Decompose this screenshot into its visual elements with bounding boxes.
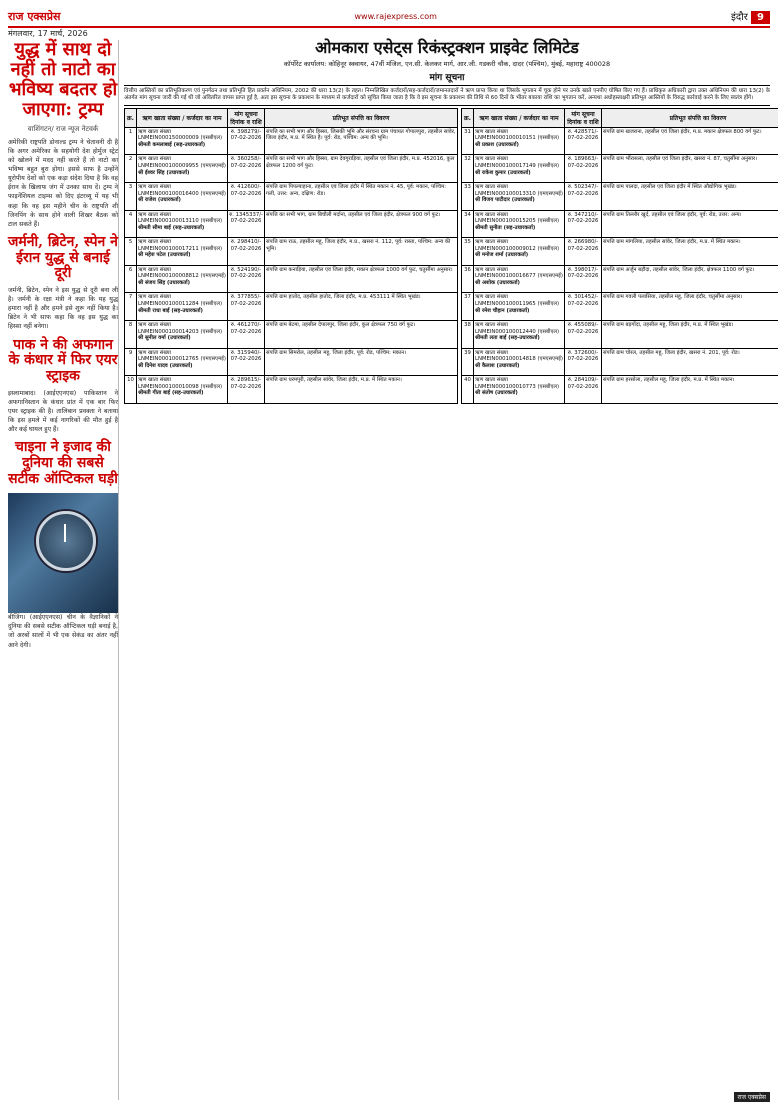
borrower-name: श्री विजय पाटीदार (उधारकर्ता) (475, 197, 535, 204)
row-number: 33 (462, 183, 474, 211)
table-row (462, 348, 778, 376)
borrower-name: श्रीमती सीमा बाई (सह-उधारकर्ता) (138, 224, 205, 231)
notice-table-right (461, 108, 778, 404)
table-row (125, 293, 458, 321)
borrower-name: श्री राजेश (उधारकर्ता) (138, 197, 181, 204)
loan-account: ऋण खाता संख्या LNMEIN000100011284 (एसबीएल) (138, 294, 223, 308)
demand-amount: रु. 360258/- 07-02-2026 (228, 155, 265, 183)
demand-amount: रु. 428571/- 07-02-2026 (565, 127, 602, 155)
table-row (125, 321, 458, 349)
property-description: संपत्ति ग्राम हातोद, तहसील हातोद, जिला इंदौर, म.प्र. 453111 में स्थित भूखंड। (265, 293, 458, 321)
borrower-name: श्री संतोष (उधारकर्ता) (475, 390, 518, 397)
borrower-name: श्री मनोज शर्मा (उधारकर्ता) (475, 252, 529, 259)
row-number: 10 (125, 376, 137, 404)
demand-amount: रु. 377855/- 07-02-2026 (228, 293, 265, 321)
table-row (125, 376, 458, 404)
row-number: 9 (125, 348, 137, 376)
row-number: 36 (462, 265, 474, 293)
borrower-cell (474, 183, 565, 211)
story-body: बीजिंग। (आईएएनएस) चीन के वैज्ञानिकों ने दुनिया की सबसे सटीक ऑप्टिकल घड़ी बनाई है, जो अरबों सालों में भी एक सेकंड का अंतर नहीं आने देगी। (8, 614, 118, 649)
row-number: 31 (462, 127, 474, 155)
borrower-cell (474, 348, 565, 376)
demand-amount: रु. 398279/- 07-02-2026 (228, 127, 265, 155)
demand-amount: रु. 347210/- 07-02-2026 (565, 210, 602, 238)
header-property: प्रतिभूत संपत्ति का विवरण (602, 108, 778, 127)
table-row (125, 183, 458, 211)
table-row (462, 127, 778, 155)
borrower-cell (137, 265, 228, 293)
demand-amount: रु. 266980/- 07-02-2026 (565, 238, 602, 266)
borrower-name: श्री कैलाश (उधारकर्ता) (475, 362, 520, 369)
borrower-name: श्री प्रकाश (उधारकर्ता) (475, 142, 519, 149)
borrower-cell (474, 293, 565, 321)
header-no: क्र. (125, 108, 137, 127)
section-name: इंदौर (730, 12, 748, 23)
footer-tag: राज एक्सप्रेस (734, 1092, 770, 1102)
demand-amount: रु. 502347/- 07-02-2026 (565, 183, 602, 211)
property-description: संपत्ति ग्राम पालदा, तहसील एवं जिला इंदौर में स्थित औद्योगिक भूखंड। (602, 183, 778, 211)
property-description: संपत्ति ग्राम खजराना, तहसील एवं जिला इंदौर, म.प्र. मकान क्षेत्रफल 800 वर्ग फुट। (602, 127, 778, 155)
borrower-cell (137, 127, 228, 155)
table-row (462, 376, 778, 404)
clock-icon (36, 511, 96, 571)
demand-amount: रु. 412600/- 07-02-2026 (228, 183, 265, 211)
borrower-cell (137, 183, 228, 211)
borrower-name: श्री सुनील वर्मा (उधारकर्ता) (138, 335, 191, 342)
property-description: संपत्ति का सभी भाग, ग्राम बिचौली मर्दाना, तहसील एवं जिला इंदौर, क्षेत्रफल 900 वर्ग फुट। (265, 210, 458, 238)
borrower-name: श्री रमेश चौहान (उधारकर्ता) (475, 307, 530, 314)
property-description: संपत्ति ग्राम सिमरोल, तहसील महू, जिला इंदौर, पूर्व: रोड, पश्चिम: मकान। (265, 348, 458, 376)
row-number: 4 (125, 210, 137, 238)
table-row (462, 321, 778, 349)
loan-account: ऋण खाता संख्या LNMEIN000100010773 (एसबीएल) (475, 377, 560, 390)
clock-photo (8, 493, 118, 613)
loan-account: ऋण खाता संख्या LNMEIN000100016677 (एमएसएमई) (475, 266, 563, 280)
notice-table-left (124, 108, 458, 404)
demand-amount: रु. 301452/- 07-02-2026 (565, 293, 602, 321)
row-number: 5 (125, 238, 137, 266)
table-row (125, 127, 458, 155)
loan-account: ऋण खाता संख्या LNMEIN000100012440 (एसबीएल) (475, 322, 560, 335)
borrower-name: श्री महेश पटेल (उधारकर्ता) (138, 252, 191, 259)
borrower-name: श्री ईश्वर सिंह (उधारकर्ता) (138, 169, 190, 176)
loan-account: ऋण खाता संख्या LNMEIN000100010151 (एसबीएल) (475, 128, 560, 142)
property-description: संपत्ति ग्राम भौंरासला, तहसील एवं जिला इंदौर, खसरा नं. 87, चतुर्सीमा अनुसार। (602, 155, 778, 183)
row-number: 6 (125, 265, 137, 293)
story-body: जर्मनी, ब्रिटेन, स्पेन ने इस युद्ध से दूरी बना ली है। जर्मनी के रक्षा मंत्री ने कहा कि यह युद्ध हमारा नहीं है और हमने इसे शुरू नहीं किया है। ब्रिटेन ने भी साफ कहा कि वह इस युद्ध का हिस्सा नहीं बनेगा। (8, 286, 118, 331)
header-borrower: ऋण खाता संख्या / कर्जदार का नाम (474, 108, 565, 127)
borrower-name: श्रीमती लता बाई (सह-उधारकर्ता) (475, 335, 540, 342)
demand-amount: रु. 315940/- 07-02-2026 (228, 348, 265, 376)
demand-amount: रु. 1345337/- 07-02-2026 (228, 210, 265, 238)
table-row (125, 155, 458, 183)
borrower-cell (474, 210, 565, 238)
row-number: 1 (125, 127, 137, 155)
row-number: 32 (462, 155, 474, 183)
loan-account: ऋण खाता संख्या LNMEIN000100015205 (एसबीएल) (475, 211, 560, 225)
loan-account: ऋण खाता संख्या LNMEIN000100014203 (एसबीएल) (138, 322, 223, 335)
site-url[interactable]: www.rajexpress.com (354, 11, 437, 21)
property-description: संपत्ति ग्राम मांगलिया, तहसील सांवेर, जिला इंदौर, म.प्र. में स्थित मकान। (602, 238, 778, 266)
row-number: 34 (462, 210, 474, 238)
demand-amount: रु. 398017/- 07-02-2026 (565, 265, 602, 293)
table-row (462, 155, 778, 183)
issue-date: मंगलवार, 17 मार्च, 2026 (8, 29, 88, 38)
borrower-cell (137, 321, 228, 349)
table-row (125, 265, 458, 293)
loan-account: ऋण खाता संख्या LNMEIN000150000009 (एसबीएल) (138, 128, 223, 142)
row-number: 8 (125, 321, 137, 349)
story-body: इस्लामाबाद। (आईएएनएस) पाकिस्तान ने अफगानिस्तान के कंधार प्रांत में एक बार फिर एयर स्ट्राइक की है। तालिबान प्रवक्ता ने बताया कि इस हमले में कई नागरिकों की मौत हुई है और कई घायल हुए हैं। (8, 389, 118, 434)
notice-intro: वित्तीय आस्तियों का प्रतिभूतिकरण एवं पुनर्गठन तथा प्रतिभूति हित प्रवर्तन अधिनियम, 2002 की धारा 13(2) के तहत। निम्नलिखित कर्जदारों/सह-कर्जदारों/जमानतदारों ने ऋण प्राप्त किया था जिसके भुगतान में चूक होने पर उनके खाते एनपीए घोषित किए गए हैं। प्राधिकृत अधिकारी द्वारा उक्त अधिनियम की धारा 13(2) के अंतर्गत मांग सूचना जारी की गई थी जो अवितरित वापस प्राप्त हुई है, अतः इस सूचना के प्रकाशन के माध्यम से कर्जदारों को सूचित किया जाता है कि वे इस सूचना के प्रकाशन की तिथि से 60 दिनों के भीतर बकाया राशि का भुगतान करें, अन्यथा अधोहस्ताक्षरी प्रतिभूत आस्तियों के विरुद्ध कार्रवाई करने के लिए स्वतंत्र होंगे। (124, 86, 770, 106)
row-number: 40 (462, 376, 474, 404)
borrower-cell (137, 210, 228, 238)
property-description: संपत्ति ग्राम गवली पलासिया, तहसील महू, जिला इंदौर, चतुर्सीमा अनुसार। (602, 293, 778, 321)
borrower-name: श्रीमती राधा बाई (सह-उधारकर्ता) (138, 307, 203, 314)
table-row (462, 210, 778, 238)
company-address: कॉर्पोरेट कार्यालय: कोहिनूर स्क्वायर, 47वीं मंजिल, एन.सी. केलकर मार्ग, आर.जी. गडकरी चौक, दादर (पश्चिम), मुंबई, महाराष्ट्र 400028 (283, 60, 611, 68)
borrower-name: श्रीमती सुनीता (सह-उधारकर्ता) (475, 224, 536, 231)
header-borrower: ऋण खाता संख्या / कर्जदार का नाम (137, 108, 228, 127)
property-description: संपत्ति ग्राम अर्जुन बड़ौदा, तहसील सांवेर, जिला इंदौर, क्षेत्रफल 1100 वर्ग फुट। (602, 265, 778, 293)
loan-account: ऋण खाता संख्या LNMEIN000100013110 (एसबीएल) (138, 211, 223, 225)
demand-amount: रु. 189663/- 07-02-2026 (565, 155, 602, 183)
borrower-cell (137, 155, 228, 183)
story-headline: पाक ने की अफगान के कंधार में फिर एयर स्ट्राइक (8, 336, 118, 384)
property-description: संपत्ति का सभी भाग और हिस्सा, ग्राम देवगुराड़िया, तहसील एवं जिला इंदौर, म.प्र. 452016, कुल क्षेत्रफल 1200 वर्ग फुट। (265, 155, 458, 183)
loan-account: ऋण खाता संख्या LNMEIN000100016400 (एमएसएमई) (138, 184, 226, 197)
loan-account: ऋण खाता संख्या LNMEIN000100014818 (एमएसएमई) (475, 349, 563, 363)
property-description: संपत्ति ग्राम राऊ, तहसील महू, जिला इंदौर, म.प्र., खसरा नं. 112, पूर्व: रास्ता, पश्चिम: अन्य की भूमि। (265, 238, 458, 266)
header-amount: मांग सूचना दिनांक व राशि (565, 108, 602, 127)
loan-account: ऋण खाता संख्या LNMEIN000100017211 (एसबीएल) (138, 239, 223, 252)
demand-amount: रु. 461270/- 07-02-2026 (228, 321, 265, 349)
story-body: अमेरिकी राष्ट्रपति डोनाल्ड ट्रम्प ने चेतावनी दी है कि अगर अमेरिका के सहयोगी देश होर्मुज स्ट्रेट को खोलने में मदद नहीं करते हैं तो नाटो का भविष्य बहुत बुरा होगा। इससे साफ है उन्होंने यूरोपीय देशों को एक कड़ा संदेश दिया है कि वह ईरान के खिलाफ जंग में उनका साथ दें। ट्रम्प ने फाइनेंशियल टाइम्स को दिए इंटरव्यू में यह भी कहा कि वह इस महीने चीन के राष्ट्रपति शी जिनपिंग के साथ होने वाली शिखर बैठक को टाल सकते हैं। (8, 138, 118, 228)
demand-amount: रु. 289615/- 07-02-2026 (228, 376, 265, 404)
table-row (462, 238, 778, 266)
story-byline: वाशिंगटन/ राज न्यूज नेटवर्क (27, 124, 99, 133)
masthead (8, 6, 770, 28)
row-number: 38 (462, 321, 474, 349)
demand-notice (124, 36, 770, 1102)
story-headline: चाइना ने इजाद की दुनिया की सबसे सटीक ऑप्टिकल घड़ी (8, 439, 118, 487)
borrower-cell (137, 376, 228, 404)
row-number: 37 (462, 293, 474, 321)
property-description: संपत्ति का सभी भाग और हिस्सा, जिसकी भूमि और संरचना ग्राम पंचायत गोपालपुरा, तहसील सांवेर, जिला इंदौर, म.प्र. में स्थित है। पूर्व: रोड, पश्चिम: अन्य की भूमि। (265, 127, 458, 155)
demand-amount: रु. 372600/- 07-02-2026 (565, 348, 602, 376)
table-row (125, 348, 458, 376)
property-description: संपत्ति ग्राम बेटमा, तहसील देपालपुर, जिला इंदौर, कुल क्षेत्रफल 750 वर्ग फुट। (265, 321, 458, 349)
borrower-name: श्री दिनेश यादव (उधारकर्ता) (138, 362, 193, 369)
borrower-cell (474, 238, 565, 266)
loan-account: ऋण खाता संख्या LNMEIN000100008812 (एमएसएमई) (138, 266, 226, 280)
loan-account: ऋण खाता संख्या LNMEIN000100010098 (एसबीएल) (138, 377, 223, 390)
property-description: संपत्ति ग्राम धरमपुरी, तहसील सांवेर, जिला इंदौर, म.प्र. में स्थित मकान। (265, 376, 458, 404)
property-description: संपत्ति ग्राम तिल्लौर खुर्द, तहसील एवं जिला इंदौर, पूर्व: रोड, उत्तर: अन्य। (602, 210, 778, 238)
table-row (462, 183, 778, 211)
borrower-name: श्रीमती कमलाबाई (सह-उधारकर्ता) (138, 142, 206, 149)
header-no: क्र. (462, 108, 474, 127)
demand-amount: रु. 284109/- 07-02-2026 (565, 376, 602, 404)
row-number: 35 (462, 238, 474, 266)
paper-name: राज एक्सप्रेस (8, 9, 61, 23)
header-property: प्रतिभूत संपत्ति का विवरण (265, 108, 458, 127)
table-row (125, 210, 458, 238)
story-headline: युद्ध में साथ दो नहीं तो नाटो का भविष्य बदतर हो जाएगा: ट्रम्प (8, 39, 118, 121)
header-amount: मांग सूचना दिनांक व राशि (228, 108, 265, 127)
borrower-name: श्रीमती गीता बाई (सह-उधारकर्ता) (138, 390, 204, 397)
borrower-cell (474, 265, 565, 293)
table-row (462, 265, 778, 293)
loan-account: ऋण खाता संख्या LNMEIN000100017149 (एसबीएल) (475, 156, 560, 170)
row-number: 2 (125, 155, 137, 183)
property-description: संपत्ति ग्राम बड़गोंदा, तहसील महू, जिला इंदौर, म.प्र. में स्थित भूखंड। (602, 321, 778, 349)
table-row (125, 238, 458, 266)
page-number: 9 (751, 11, 770, 24)
row-number: 3 (125, 183, 137, 211)
borrower-cell (474, 127, 565, 155)
demand-amount: रु. 455089/- 07-02-2026 (565, 321, 602, 349)
borrower-name: श्री राकेश कुमार (उधारकर्ता) (475, 169, 531, 176)
story-headline: जर्मनी, ब्रिटेन, स्पेन ने ईरान युद्ध से बनाई दूरी (8, 233, 118, 282)
loan-account: ऋण खाता संख्या LNMEIN000100011965 (एसबीएल) (475, 294, 560, 308)
loan-account: ऋण खाता संख्या LNMEIN000100009012 (एसबीएल) (475, 239, 560, 252)
borrower-name: श्री अशोक (उधारकर्ता) (475, 280, 520, 287)
borrower-cell (474, 155, 565, 183)
property-description: संपत्ति ग्राम चोरल, तहसील महू, जिला इंदौर, खसरा नं. 201, पूर्व: रोड। (602, 348, 778, 376)
borrower-cell (137, 293, 228, 321)
row-number: 7 (125, 293, 137, 321)
borrower-cell (474, 376, 565, 404)
property-description: संपत्ति ग्राम हरसोला, तहसील महू, जिला इंदौर, म.प्र. में स्थित मकान। (602, 376, 778, 404)
loan-account: ऋण खाता संख्या LNMEIN000100012765 (एमएसएमई) (138, 349, 226, 363)
company-name: ओमकारा एसेट्स रिकंस्ट्रक्शन प्राइवेट लिमिटेड (315, 38, 579, 57)
loan-account: ऋण खाता संख्या LNMEIN000100009955 (एमएसएमई) (138, 156, 226, 170)
table-row (462, 293, 778, 321)
borrower-cell (137, 238, 228, 266)
demand-amount: रु. 298410/- 07-02-2026 (228, 238, 265, 266)
loan-account: ऋण खाता संख्या LNMEIN000100013310 (एमएसएमई) (475, 184, 563, 197)
row-number: 39 (462, 348, 474, 376)
property-description: संपत्ति ग्राम पिपल्याहाना, तहसील एवं जिला इंदौर में स्थित मकान नं. 45, पूर्व: मकान, पश्चिम: गली, उत्तर: अन्य, दक्षिण: रोड। (265, 183, 458, 211)
notice-header (124, 36, 770, 86)
borrower-cell (137, 348, 228, 376)
news-column (8, 40, 119, 1100)
demand-amount: रु. 524190/- 07-02-2026 (228, 265, 265, 293)
notice-title: मांग सूचना (429, 73, 465, 83)
property-description: संपत्ति ग्राम कनाड़िया, तहसील एवं जिला इंदौर, मकान क्षेत्रफल 1000 वर्ग फुट, चतुर्सीमा अनुसार। (265, 265, 458, 293)
borrower-cell (474, 321, 565, 349)
borrower-name: श्री संजय सिंह (उधारकर्ता) (138, 280, 191, 287)
